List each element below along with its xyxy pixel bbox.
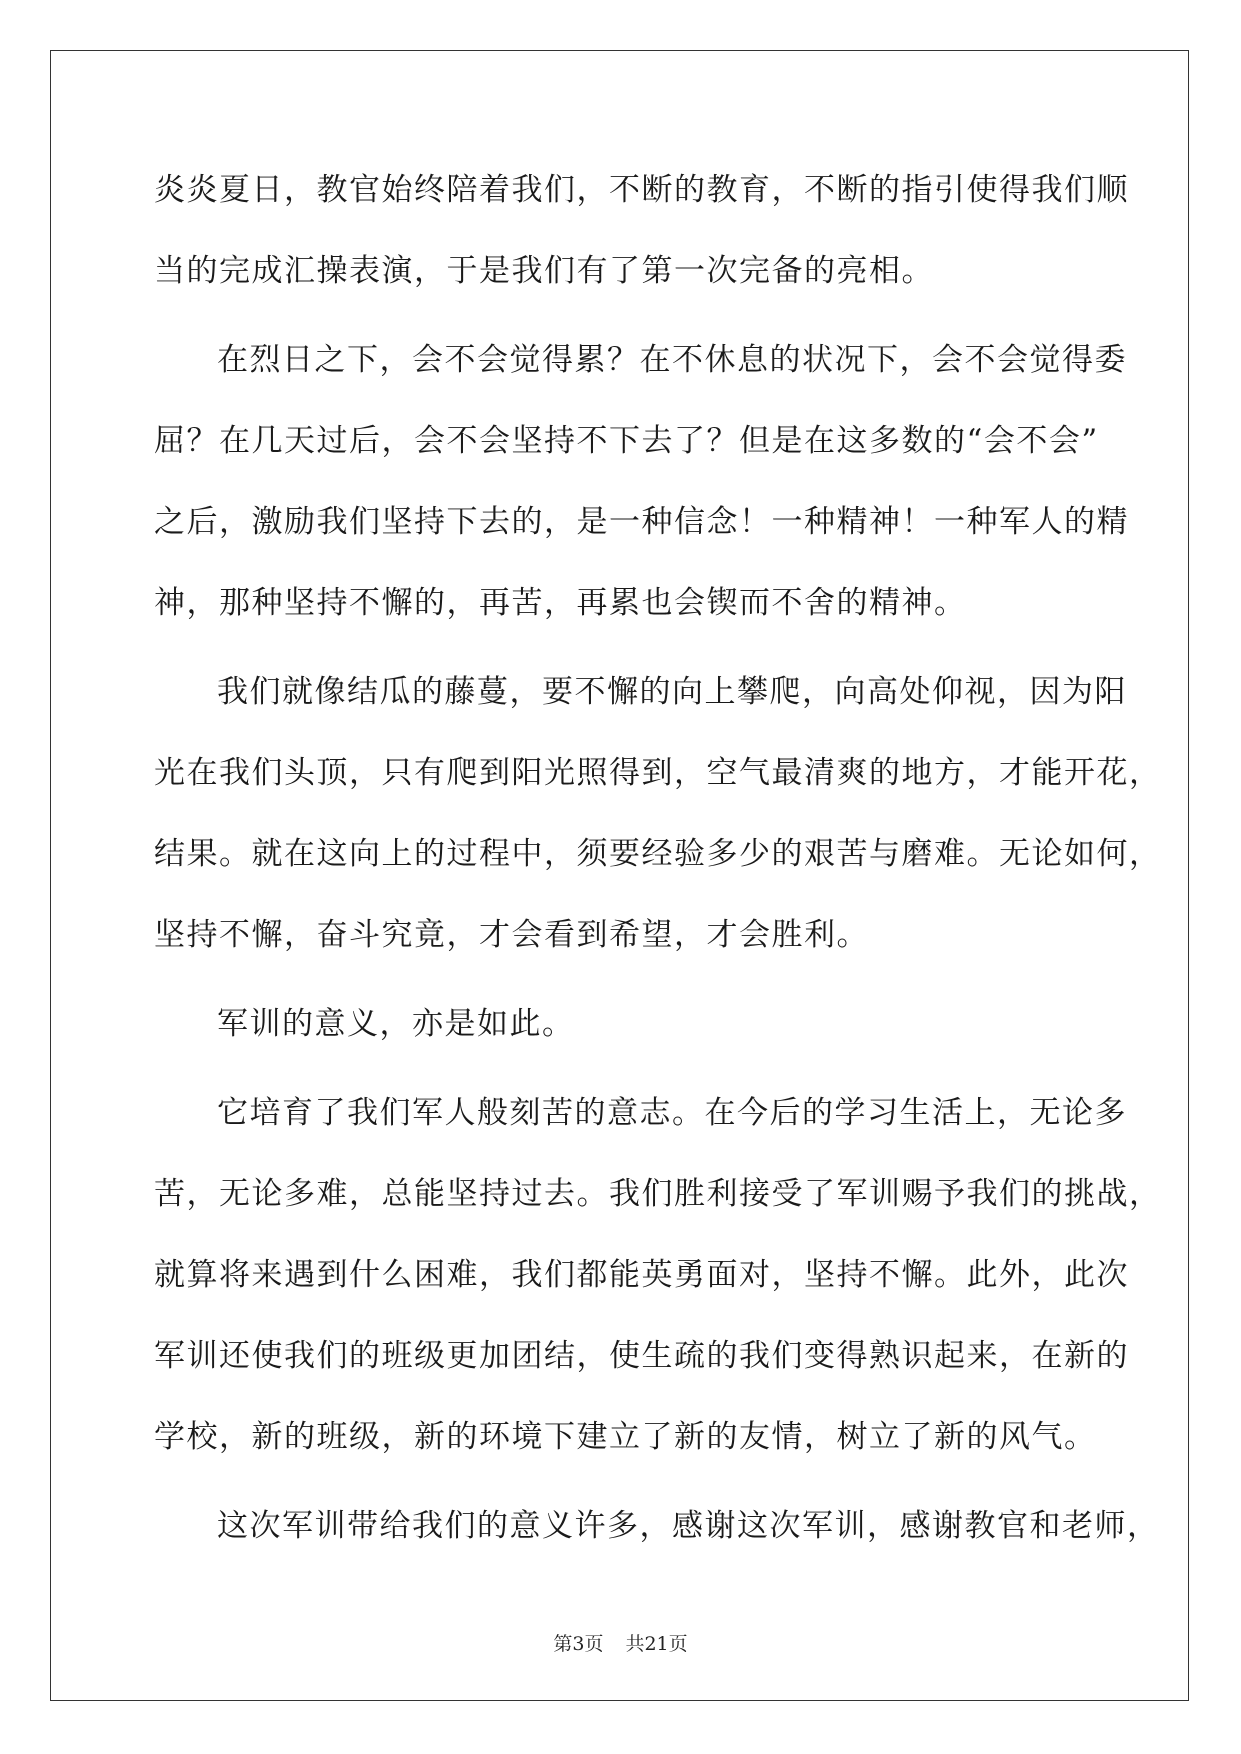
text-line: 光在我们头顶，只有爬到阳光照得到，空气最清爽的地方，才能开花， (154, 755, 1162, 791)
page-total: 共21页 (625, 1633, 688, 1655)
text-line: 军训还使我们的班级更加团结，使生疏的我们变得熟识起来，在新的 (154, 1338, 1129, 1374)
page-number: 第3页 (553, 1633, 604, 1655)
text-line: 之后，激励我们坚持下去的，是一种信念！一种精神！一种军人的精 (154, 504, 1129, 540)
paragraph-first-line: 这次军训带给我们的意义许多，感谢这次军训，感谢教官和老师， (217, 1508, 1160, 1544)
text-line: 神，那种坚持不懈的，再苦，再累也会锲而不舍的精神。 (154, 585, 967, 621)
text-line: 就算将来遇到什么困难，我们都能英勇面对，坚持不懈。此外，此次 (154, 1257, 1129, 1293)
text-line: 苦，无论多难，总能坚持过去。我们胜利接受了军训赐予我们的挑战， (154, 1176, 1162, 1212)
text-line: 炎炎夏日，教官始终陪着我们，不断的教育，不断的指引使得我们顺 (154, 172, 1129, 208)
page-footer (0, 1632, 1241, 1656)
text-line: 屈？在几天过后，会不会坚持不下去了？但是在这多数的“会不会” (154, 423, 1099, 459)
paragraph-first-line: 军训的意义，亦是如此。 (217, 1006, 575, 1042)
paragraph-first-line: 它培育了我们军人般刻苦的意志。在今后的学习生活上，无论多 (217, 1095, 1127, 1131)
paragraph-first-line: 我们就像结瓜的藤蔓，要不懈的向上攀爬，向高处仰视，因为阳 (217, 674, 1127, 710)
text-line: 当的完成汇操表演，于是我们有了第一次完备的亮相。 (154, 253, 934, 289)
paragraph-first-line: 在烈日之下，会不会觉得累？在不休息的状况下，会不会觉得委 (217, 342, 1127, 378)
text-line: 学校，新的班级，新的环境下建立了新的友情，树立了新的风气。 (154, 1419, 1097, 1455)
text-line: 坚持不懈，奋斗究竟，才会看到希望，才会胜利。 (154, 917, 869, 953)
text-line: 结果。就在这向上的过程中，须要经验多少的艰苦与磨难。无论如何， (154, 836, 1162, 872)
